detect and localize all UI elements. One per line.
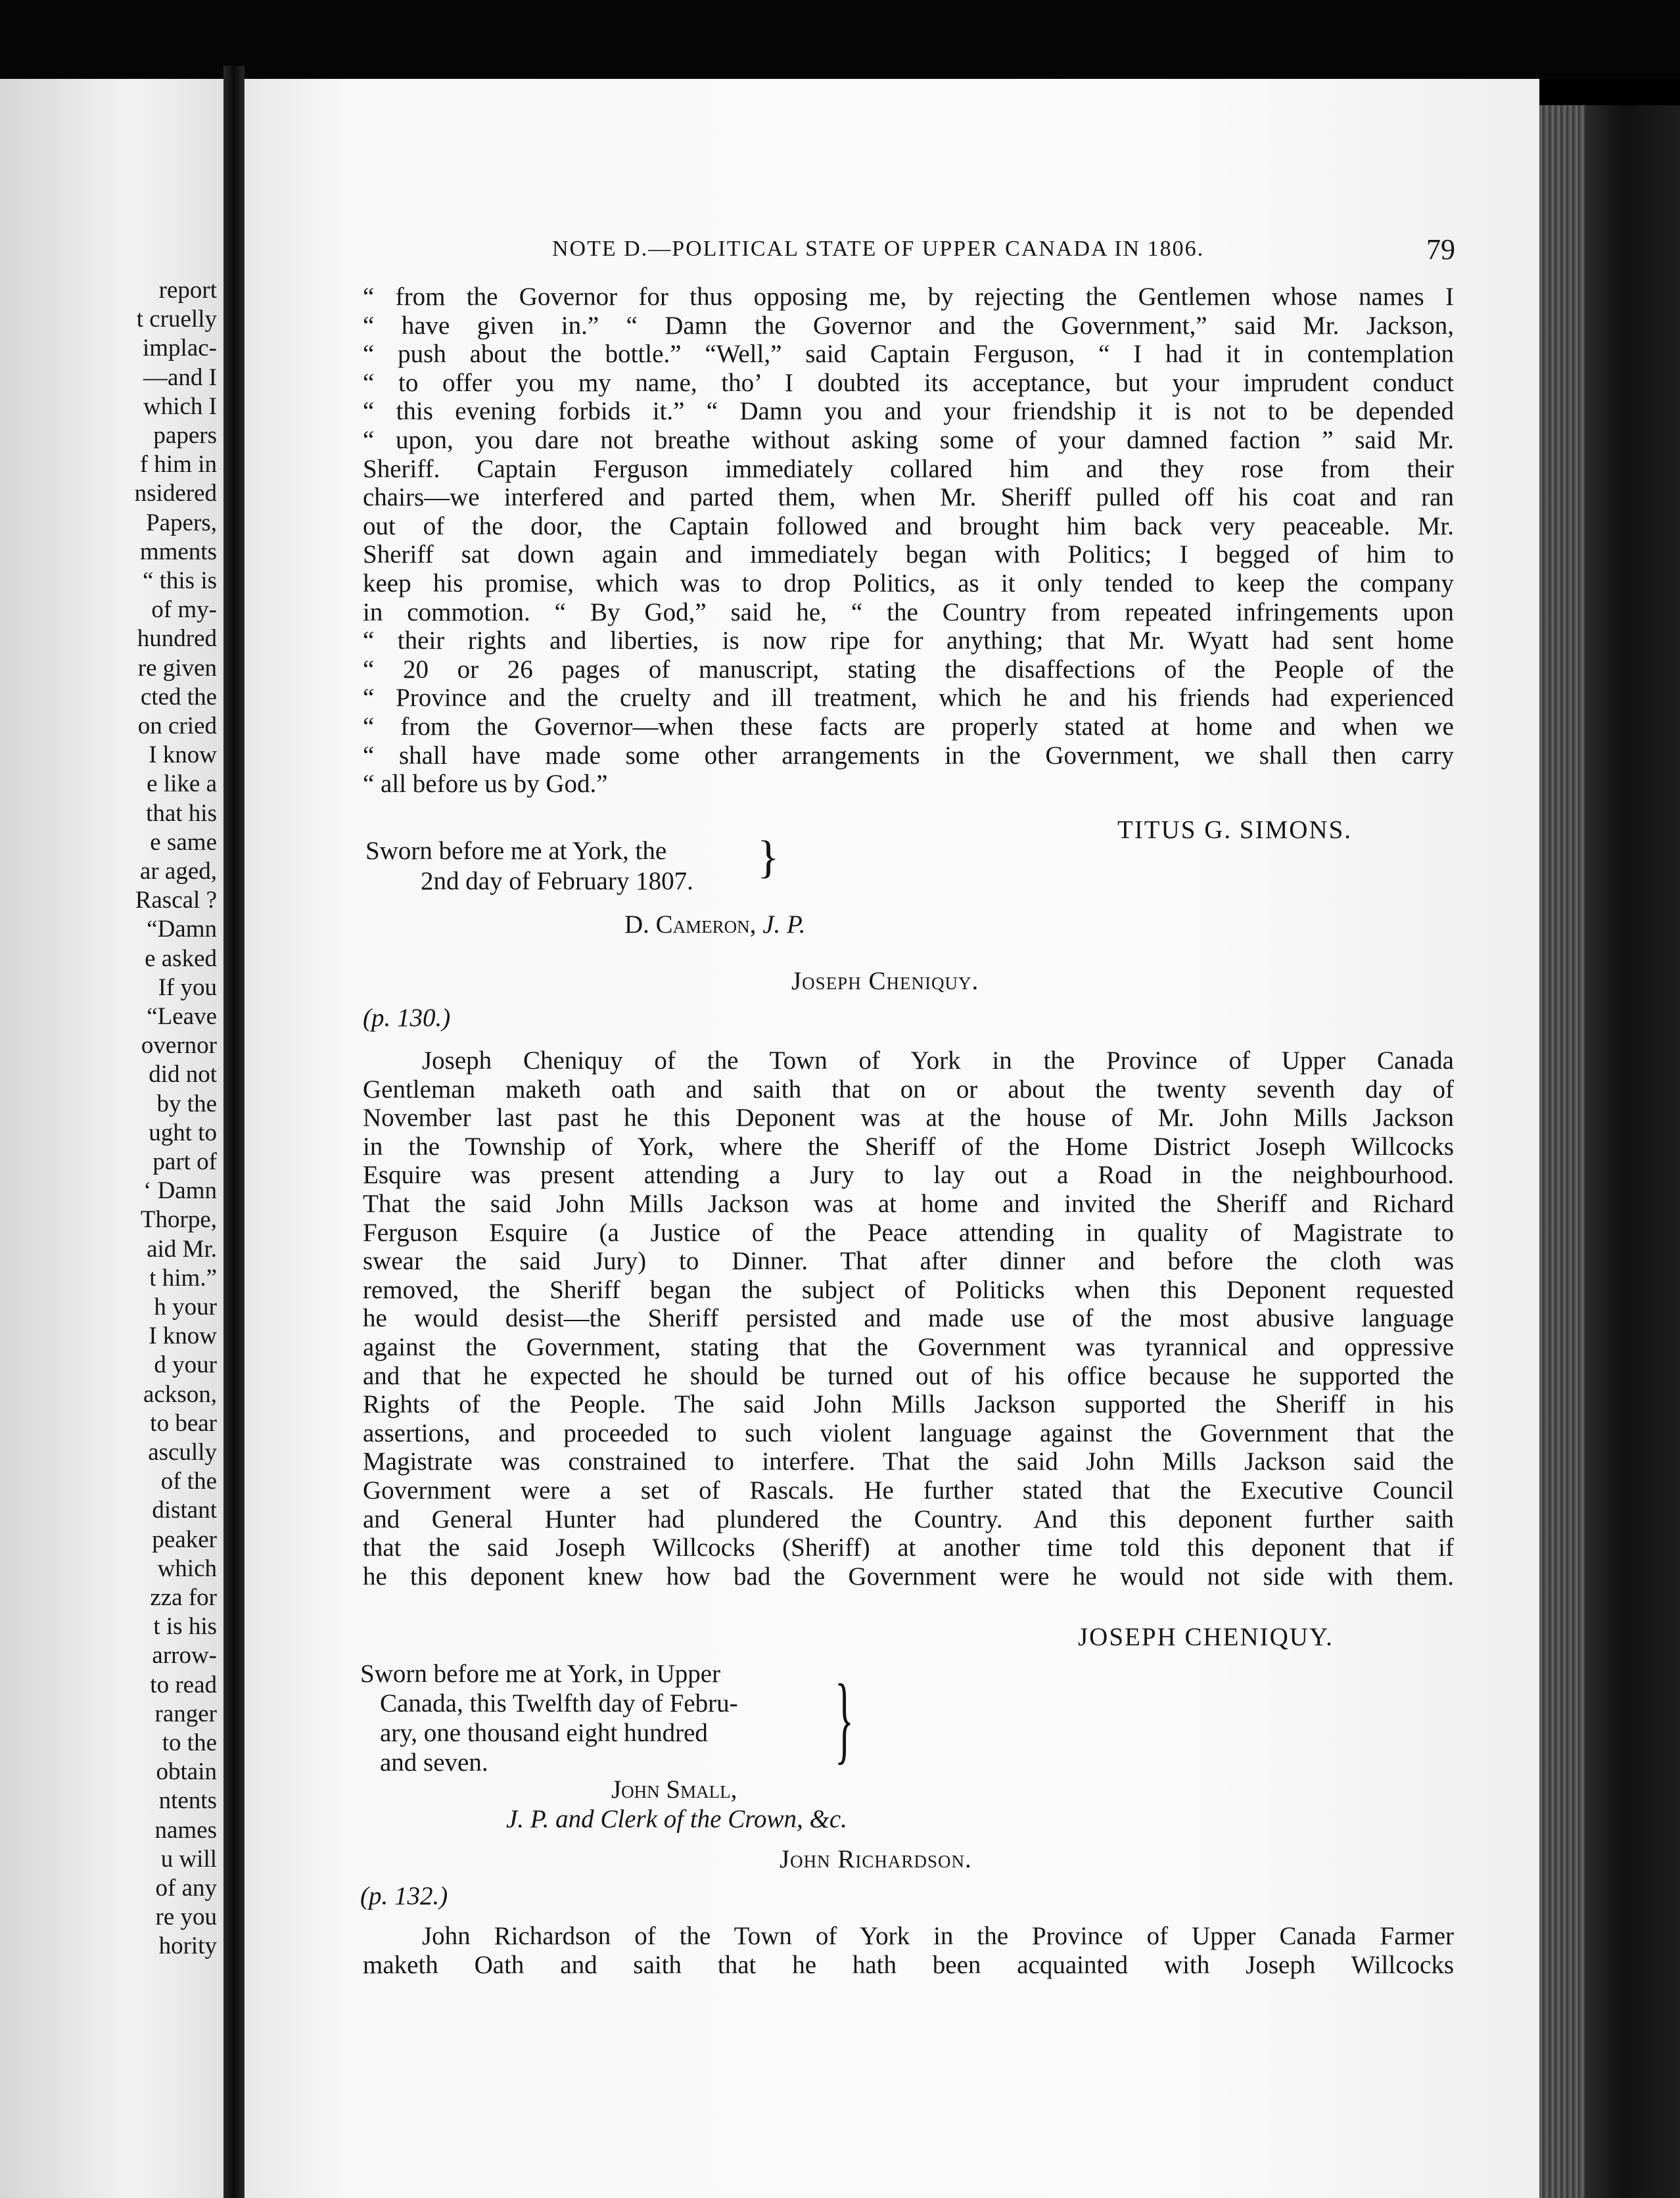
text-line: and General Hunter had plundered the Country. And this deponent further saith	[363, 1505, 1454, 1533]
text-line: John Richardson of the Town of York in the Province of Upper Canada Farmer	[422, 1922, 1454, 1950]
left-page-text-fragment: ackson,	[143, 1380, 217, 1408]
page-reference: (p. 130.)	[363, 1004, 451, 1032]
text-line: Esquire was present attending a Jury to lay out a Road in the neighbourhood.	[363, 1161, 1454, 1190]
left-page-text-fragment: which	[157, 1555, 217, 1582]
cheniquy-affidavit-text	[363, 1046, 1454, 1591]
text-line: “ from the Governor—when these facts are properly stated at home and when we	[363, 712, 1454, 741]
left-page-text-fragment: mments	[139, 538, 217, 565]
book-gutter	[223, 66, 245, 2198]
left-page-text-fragment: I know	[149, 741, 217, 769]
left-page-text-fragment: papers	[153, 422, 217, 449]
left-page-text-fragment: t is his	[153, 1613, 217, 1641]
text-line: he this deponent knew how bad the Government were he would not side with them.	[363, 1562, 1454, 1591]
left-page-text-fragment: on cried	[137, 713, 217, 739]
text-line: Government were a set of Rascals. He further stated that the Executive Council	[363, 1476, 1454, 1505]
text-line: maketh Oath and saith that he hath been acquainted with Joseph Willcocks	[363, 1950, 1454, 1979]
text-line: keep his promise, which was to drop Politics, as it only tended to keep the company	[363, 569, 1454, 597]
text-line: “ 20 or 26 pages of manuscript, stating the disaffections of the People of the	[363, 655, 1454, 684]
left-page-text-fragment: f him in	[139, 451, 217, 479]
left-page-text-fragment: zza for	[150, 1584, 217, 1611]
left-page-text-fragment: ntents	[158, 1787, 217, 1815]
left-page-text-fragment: e same	[150, 828, 217, 856]
left-page-text-fragment: implac-	[142, 335, 217, 362]
page-number: 79	[1426, 233, 1455, 266]
left-page-text-fragment: to bear	[150, 1409, 217, 1437]
page-edges	[1539, 105, 1680, 2198]
text-line: Rights of the People. The said John Mills Jackson supported the Sheriff in his	[363, 1390, 1454, 1419]
text-line: Joseph Cheniquy of the Town of York in the Province of Upper Canada	[422, 1046, 1454, 1075]
sworn-block-cheniquy	[360, 1659, 738, 1777]
text-line: chairs—we interfered and parted them, when Mr. Sheriff pulled off his coat and ran	[363, 483, 1454, 512]
left-page-text-fragment: arrow-	[152, 1642, 217, 1670]
left-page-text-fragment: obtain	[156, 1758, 217, 1786]
text-line: in commotion. “ By God,” said he, “ the Country from repeated infringements upon	[363, 597, 1454, 626]
sworn-line: and seven.	[380, 1748, 488, 1777]
text-line: out of the door, the Captain followed and brought him back very peaceable. Mr.	[363, 511, 1454, 540]
text-line: Sheriff. Captain Ferguson immediately collared him and they rose from their	[363, 454, 1454, 483]
left-page-text-fragment: that his	[146, 799, 217, 827]
witness-name: John Small,	[611, 1775, 737, 1804]
left-page-text-fragment: of my-	[151, 596, 217, 624]
left-page-text-fragment: nsidered	[134, 480, 217, 507]
text-line: assertions, and proceeded to such violent language against the Government that the	[363, 1418, 1454, 1447]
left-page-text-fragment: part of	[152, 1148, 217, 1175]
sworn-line: Sworn before me at York, in Upper	[360, 1660, 721, 1688]
text-line: against the Government, stating that the Government was tyrannical and oppressive	[363, 1332, 1454, 1361]
witness-cameron	[624, 910, 806, 939]
witness-title: J. P.	[762, 910, 806, 939]
text-line: “ from the Governor for thus opposing me, by rejecting the Gentlemen whose names I	[363, 283, 1454, 311]
left-page-text-fragment: h your	[154, 1294, 217, 1321]
text-line: Sheriff sat down again and immediately began with Politics; I begged of him to	[363, 540, 1454, 569]
left-page-text-fragment: to read	[150, 1671, 217, 1698]
text-line: “ Province and the cruelty and ill treatment, which he and his friends had experienced	[363, 684, 1454, 713]
text-line: “ shall have made some other arrangements in the Government, we shall then carry	[363, 741, 1454, 770]
text-line: that the said Joseph Willcocks (Sheriff) at another time told this deponent that if	[363, 1533, 1454, 1562]
left-page-text-fragment: u will	[160, 1845, 217, 1873]
text-line: Gentleman maketh oath and saith that on or about the twenty seventh day of	[363, 1075, 1454, 1104]
left-page-text-fragment: aid Mr.	[147, 1235, 217, 1263]
left-page-text-fragment: of the	[160, 1468, 217, 1495]
text-line: he would desist—the Sheriff persisted and made use of the most abusive language	[363, 1304, 1454, 1333]
left-page-text-fragment: ranger	[154, 1700, 217, 1727]
left-page-text-fragment: distant	[152, 1497, 217, 1524]
left-page-text-fragment: If you	[158, 973, 217, 1001]
text-line: “ push about the bottle.” “Well,” said Captain Ferguson, “ I had it in contemplation	[363, 340, 1454, 369]
section-heading-cheniquy: Joseph Cheniquy.	[791, 967, 979, 995]
richardson-affidavit-text	[363, 1922, 1454, 1979]
left-page-text-fragment: ar aged,	[139, 858, 217, 885]
left-page-text-fragment: of any	[155, 1875, 217, 1902]
text-line: That the said John Mills Jackson was at home and invited the Sheriff and Richard	[363, 1189, 1454, 1218]
left-page-text-fragment: “Leave	[147, 1003, 217, 1030]
left-page-text-fragment: —and I	[143, 363, 217, 391]
text-line: in the Township of York, where the Sheriff of the Home District Joseph Willcocks	[363, 1132, 1454, 1161]
text-line: swear the said Jury) to Dinner. That after dinner and before the cloth was	[363, 1247, 1454, 1276]
signature-joseph-cheniquy: JOSEPH CHENIQUY.	[1078, 1623, 1334, 1651]
page-reference: (p. 132.)	[360, 1882, 448, 1910]
left-page-text-fragment: to the	[162, 1729, 217, 1756]
left-page-text-fragment: Thorpe,	[140, 1206, 217, 1234]
left-page-text-fragment: t him.”	[149, 1264, 217, 1292]
brace-glyph: }	[757, 832, 780, 883]
left-page-text-fragment: hority	[158, 1932, 217, 1960]
left-page-text-fragment: “ this is	[142, 567, 217, 594]
section-heading-richardson: John Richardson.	[780, 1845, 972, 1873]
text-line: “ to offer you my name, tho’ I doubted its acceptance, but your imprudent conduct	[363, 368, 1454, 397]
text-line: Magistrate was constrained to interfere. That the said John Mills Jackson said the	[363, 1447, 1454, 1476]
left-page-text-fragment: which I	[143, 392, 217, 420]
witness-name: D. Cameron,	[624, 910, 757, 939]
left-page-text-fragment: names	[154, 1816, 217, 1844]
text-line: “ all before us by God.”	[363, 770, 608, 799]
left-page-text-fragment: re you	[155, 1904, 217, 1931]
text-line: Ferguson Esquire (a Justice of the Peace attending in quality of Magistrate to	[363, 1218, 1454, 1247]
text-line: removed, the Sheriff began the subject of Politicks when this Deponent requested	[363, 1275, 1454, 1304]
left-page-text-fragment: ascully	[148, 1439, 217, 1466]
left-page-text-fragment: by the	[156, 1090, 217, 1117]
sworn-line: 2nd day of February 1807.	[421, 867, 693, 895]
left-page-text-fragment: overnor	[141, 1032, 217, 1060]
text-line: “ this evening forbids it.” “ Damn you and your friendship it is not to be depended	[363, 397, 1454, 426]
titus-affidavit-text	[363, 283, 1454, 799]
text-line: “ upon, you dare not breathe without asking some of your damned faction ” said Mr.	[363, 425, 1454, 454]
text-line: November last past he this Deponent was at the house of Mr. John Mills Jackson	[363, 1104, 1454, 1133]
sworn-line: Sworn before me at York, the	[365, 837, 667, 865]
left-page-text-fragment: d your	[154, 1351, 217, 1379]
text-line: and that he expected he should be turned out of his office because he supported the	[363, 1361, 1454, 1390]
sworn-line: ary, one thousand eight hundred	[380, 1719, 708, 1747]
brace-glyph: }	[835, 1664, 854, 1773]
left-page-text-fragment: ught to	[149, 1119, 217, 1146]
signature-titus-simons: TITUS G. SIMONS.	[1117, 816, 1353, 844]
witness-title: J. P. and Clerk of the Crown, &c.	[506, 1805, 847, 1833]
left-page-text-fragment: report	[158, 277, 217, 304]
left-page-text-fragment: cted the	[140, 683, 217, 711]
left-page-text-fragment: t cruelly	[136, 306, 217, 333]
left-page-text-fragment: ‘ Damn	[143, 1177, 217, 1205]
left-page-text-fragment: peaker	[152, 1526, 217, 1553]
running-head: NOTE D.—POLITICAL STATE OF UPPER CANADA IN 1806.	[552, 237, 1205, 261]
book-edge-shadow	[1585, 105, 1680, 2198]
text-line: “ have given in.” “ Damn the Governor and the Government,” said Mr. Jackson,	[363, 311, 1454, 340]
left-page-text-fragment: did not	[149, 1061, 217, 1088]
left-facing-page	[0, 79, 223, 2198]
left-page-text-fragment: e asked	[145, 945, 217, 972]
left-page-text-fragment: I know	[149, 1322, 217, 1350]
text-line: “ their rights and liberties, is now ripe for anything; that Mr. Wyatt had sent home	[363, 626, 1454, 655]
sworn-line: Canada, this Twelfth day of Febru-	[380, 1689, 738, 1718]
left-page-text-fragment: re given	[137, 654, 217, 682]
scan-border-top	[0, 0, 1680, 79]
left-page-text-fragment: hundred	[137, 625, 217, 653]
left-page-text-fragment: e like a	[147, 770, 217, 798]
left-page-text-fragment: “Damn	[147, 916, 217, 943]
left-page-text-fragment: Papers,	[146, 509, 217, 536]
left-page-text-fragment: Rascal ?	[135, 887, 217, 914]
